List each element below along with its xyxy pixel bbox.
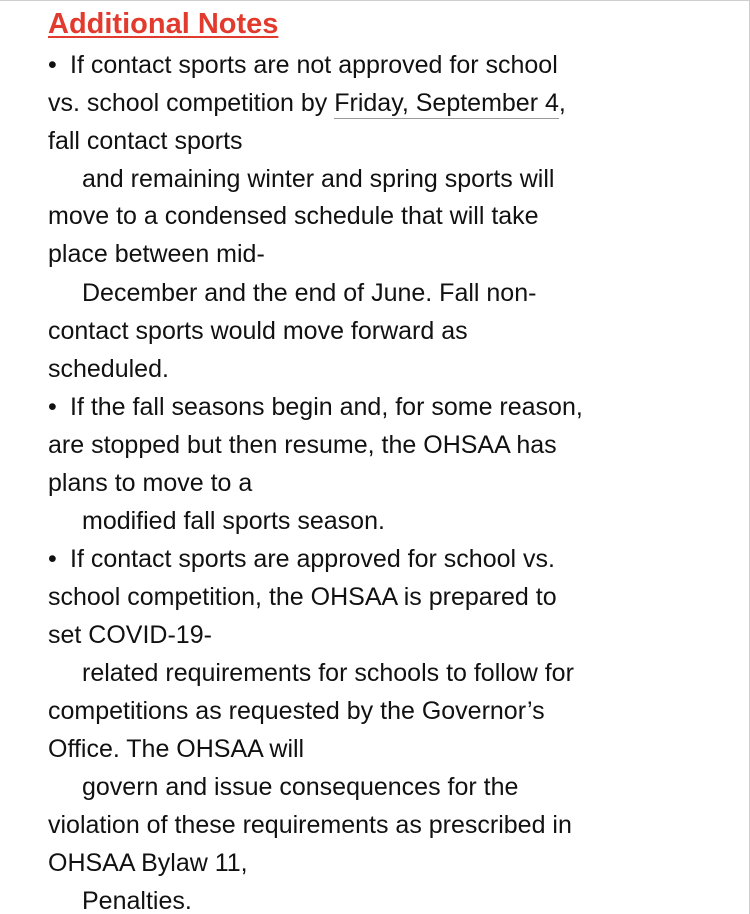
note-3-line-9: OHSAA Bylaw 11, xyxy=(48,849,248,877)
note-1-line-5: move to a condensed schedule that will take xyxy=(48,202,539,230)
note-3-line-5: competitions as requested by the Governor’s xyxy=(48,697,545,725)
note-3-line-3: set COVID-19- xyxy=(48,621,212,649)
note-1-line-4: and remaining winter and spring sports will xyxy=(82,165,555,193)
note-2-line-4: modified fall sports season. xyxy=(82,507,385,535)
note-3-line-10: Penalties. xyxy=(82,887,192,914)
note-1-line-1: • If contact sports are not approved for school xyxy=(48,51,558,79)
note-2-line-3: plans to move to a xyxy=(48,469,253,497)
bullet-icon: • xyxy=(48,545,57,573)
bullet-icon: • xyxy=(48,51,57,79)
note-3-line-7: govern and issue consequences for the xyxy=(82,773,519,801)
note-1-line-2: vs. school competition by Friday, September 4, xyxy=(48,89,566,117)
note-3-line-8: violation of these requirements as prescribed in xyxy=(48,811,572,839)
note-3-line-2: school competition, the OHSAA is prepared to xyxy=(48,583,557,611)
note-1-line-8: contact sports would move forward as xyxy=(48,317,468,345)
note-3-line-1: • If contact sports are approved for school vs. xyxy=(48,545,555,573)
note-1-line-6: place between mid- xyxy=(48,240,265,268)
page-title: Additional Notes xyxy=(48,8,279,40)
note-1-line-9: scheduled. xyxy=(48,355,169,383)
note-2-line-2: are stopped but then resume, the OHSAA has xyxy=(48,431,557,459)
bullet-icon: • xyxy=(48,393,57,421)
note-2-line-1: • If the fall seasons begin and, for some reason, xyxy=(48,393,583,421)
note-3-line-4: related requirements for schools to follow for xyxy=(82,659,574,687)
note-1-line-7: December and the end of June. Fall non- xyxy=(82,279,537,307)
note-1-line-3: fall contact sports xyxy=(48,127,243,155)
note-3-line-6: Office. The OHSAA will xyxy=(48,735,305,763)
date-link[interactable]: Friday, September 4 xyxy=(334,89,559,117)
